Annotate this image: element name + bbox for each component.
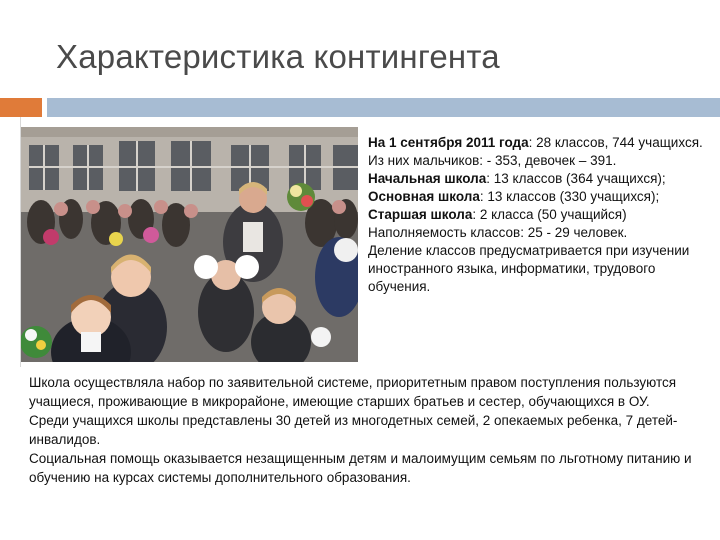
families-paragraph: Среди учащихся школы представлены 30 детей из многодетных семей, 2 опекаемых ребенка, 7 детей-инвалидов.	[29, 413, 678, 447]
accent-bar	[0, 98, 42, 117]
contingent-stats	[368, 134, 713, 296]
admission-paragraph: Школа осуществляла набор по заявительной системе, приоритетным правом поступления пользуются учащиеся, проживающие в микрорайоне, имеющие старших братьев и сестер, обучающихся в ОУ.	[29, 375, 677, 409]
title-underline-bar	[47, 98, 720, 117]
primary-school-label: Начальная школа	[368, 171, 487, 186]
stats-line-primary	[368, 170, 713, 188]
primary-school-value: : 13 классов (364 учащихся);	[486, 171, 666, 186]
stats-line-total	[368, 134, 713, 152]
basic-school-value: : 13 классов (330 учащихся);	[479, 189, 660, 204]
stats-line-basic	[368, 188, 713, 206]
admission-info	[29, 373, 709, 487]
school-ceremony-photo	[21, 127, 358, 362]
stats-date-label: На 1 сентября 2011 года	[368, 135, 529, 150]
basic-school-label: Основная школа	[368, 189, 480, 204]
senior-school-label: Старшая школа	[368, 207, 473, 222]
slide-title: Характеристика контингента	[56, 38, 500, 75]
stats-line-senior	[368, 206, 713, 224]
stats-total-value: : 28 классов, 744 учащихся.	[528, 135, 703, 150]
stats-line-gender: Из них мальчиков: - 353, девочек – 391.	[368, 153, 617, 168]
stats-line-occupancy: Наполняемость классов: 25 - 29 человек.	[368, 225, 628, 240]
social-support-paragraph: Социальная помощь оказывается незащищенным детям и малоимущим семьям по льготному питанию и обучению на курсах системы дополнительного образования.	[29, 451, 692, 485]
senior-school-value: : 2 класса (50 учащийся)	[472, 207, 627, 222]
stats-line-division: Деление классов предусматривается при изучении иностранного языка, информатики, трудового обучения.	[368, 243, 690, 294]
photo-school-ceremony	[21, 127, 358, 362]
